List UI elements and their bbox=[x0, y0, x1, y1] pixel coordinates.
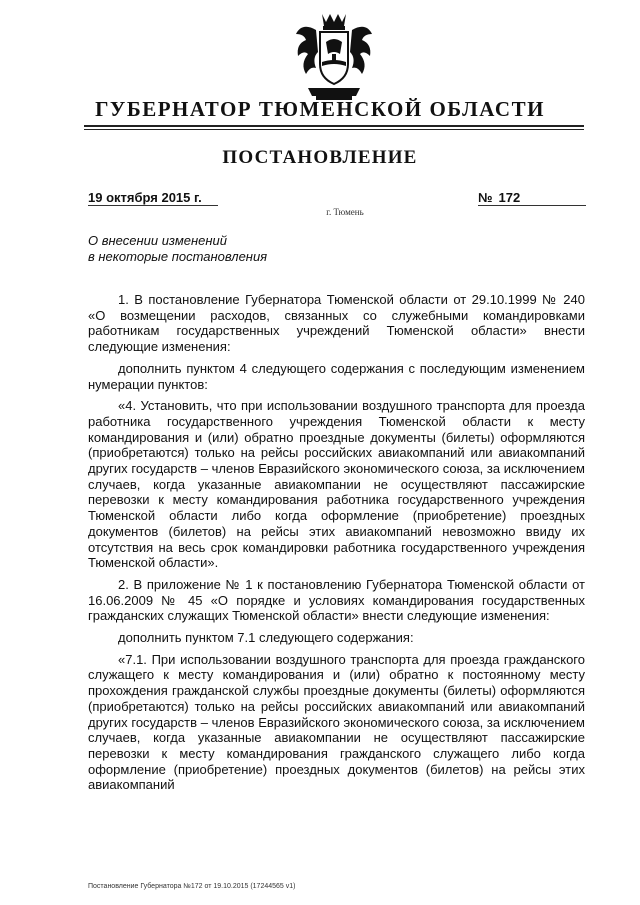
subject-line: в некоторые постановления bbox=[88, 249, 268, 264]
body-paragraph: 1. В постановление Губернатора Тюменской области от 29.10.1999 № 240 «О возмещении расходов, связанных со служебными командировками работникам государственных учреждений Тюменской области» внести следующие изменения: bbox=[88, 292, 585, 355]
document-body bbox=[88, 292, 585, 799]
number-label: № bbox=[478, 190, 493, 205]
document-date: 19 октября 2015 г. bbox=[88, 190, 218, 206]
body-paragraph: дополнить пунктом 4 следующего содержания с последующим изменением нумерации пунктов: bbox=[88, 360, 585, 392]
subject-line: О внесении изменений bbox=[88, 233, 227, 248]
body-paragraph: 2. В приложение № 1 к постановлению Губернатора Тюменской области от 16.06.2009 № 45 «О порядке и условиях командирования государственных гражданских служащих Тюменской области» внести следующие изменения: bbox=[88, 576, 585, 624]
document-city: г. Тюмень bbox=[326, 207, 364, 217]
document-number bbox=[478, 190, 586, 206]
number-value: 172 bbox=[498, 190, 521, 205]
document-type: ПОСТАНОВЛЕНИЕ bbox=[222, 147, 418, 168]
document-subject bbox=[88, 233, 267, 265]
tyumen-coat-of-arms-icon bbox=[286, 8, 382, 104]
header-rule-thin bbox=[84, 129, 584, 130]
body-paragraph: «4. Установить, что при использовании воздушного транспорта для проезда работника государственного учреждения Тюменской области к месту командирования и (или) обратно проездные документы (билеты) оформляются (приобретаются) только на рейсы российских авиакомпаний или авиакомпаний других государств – членов Евразийского экономического союза, за исключением случаев, когда указанные авиакомпании не осуществляют пассажирские перевозки к месту командирования работника государственного учреждения Тюменской области либо когда оформление (приобретение) проездных документов (билетов) на рейсы этих авиакомпаний невозможно ввиду их отсутствия на весь срок командировки работника государственного учреждения Тюменской области». bbox=[88, 398, 585, 571]
page-footer: Постановление Губернатора №172 от 19.10.2015 (17244565 v1) bbox=[88, 883, 296, 890]
header-rule-thick bbox=[84, 125, 584, 127]
body-paragraph: дополнить пунктом 7.1 следующего содержания: bbox=[118, 630, 414, 646]
body-paragraph: «7.1. При использовании воздушного транспорта для проезда гражданского служащего к месту командирования и (или) обратно к постоянному месту прохождения гражданской службы проездные документы (билеты) оформляются (приобретаются) только на рейсы российских авиакомпаний или авиакомпаний других государств – членов Евразийского экономического союза, за исключением случаев, когда указанные авиакомпании не осуществляют пассажирские перевозки к месту командирования гражданского служащего либо когда оформление (приобретение) проездных документов (билетов) на рейсы этих авиакомпаний bbox=[88, 651, 585, 793]
issuer-title: ГУБЕРНАТОР ТЮМЕНСКОЙ ОБЛАСТИ bbox=[95, 97, 545, 121]
